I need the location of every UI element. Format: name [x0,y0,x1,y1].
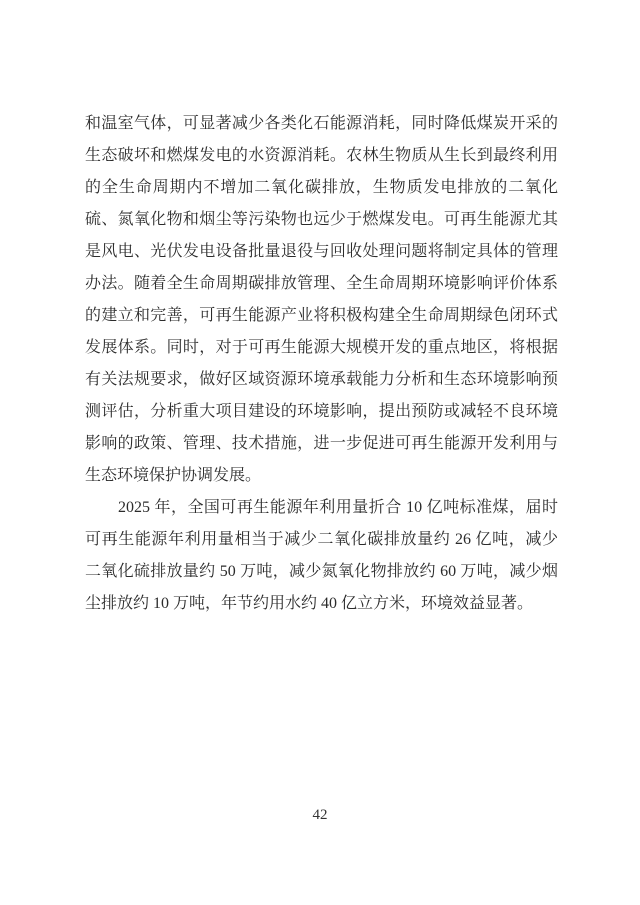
text-line: 硫、氮氧化物和烟尘等污染物也远少于燃煤发电。可再生能源尤其 [85,211,558,228]
body-text-block [85,108,558,620]
text-line: 尘排放约 10 万吨，年节约用水约 40 亿立方米，环境效益显著。 [85,595,534,612]
text-line: 测评估，分析重大项目建设的环境影响，提出预防或减轻不良环境 [85,403,558,420]
paragraph-1 [85,108,558,492]
text-line: 的建立和完善，可再生能源产业将积极构建全生命周期绿色闭环式 [85,307,558,324]
text-line: 生态破坏和燃煤发电的水资源消耗。农林生物质从生长到最终利用 [85,147,558,164]
text-line: 的全生命周期内不增加二氧化碳排放，生物质发电排放的二氧化 [85,179,558,196]
text-line: 可再生能源年利用量相当于减少二氧化碳排放量约 26 亿吨，减少 [85,531,558,548]
text-line: 2025 年，全国可再生能源年利用量折合 10 亿吨标准煤，届时 [118,499,558,516]
text-line: 影响的政策、管理、技术措施，进一步促进可再生能源开发利用与 [85,435,558,452]
paragraph-2 [85,492,558,620]
text-line: 和温室气体，可显著减少各类化石能源消耗，同时降低煤炭开采的 [85,115,558,132]
text-line: 生态环境保护协调发展。 [85,467,262,484]
text-line: 二氧化硫排放量约 50 万吨，减少氮氧化物排放约 60 万吨，减少烟 [85,563,558,580]
text-line: 有关法规要求，做好区域资源环境承载能力分析和生态环境影响预 [85,371,558,388]
text-line: 办法。随着全生命周期碳排放管理、全生命周期环境影响评价体系 [85,275,558,292]
text-line: 发展体系。同时，对于可再生能源大规模开发的重点地区，将根据 [85,339,558,356]
page-number: 42 [312,807,328,823]
text-line: 是风电、光伏发电设备批量退役与回收处理问题将制定具体的管理 [85,243,558,260]
